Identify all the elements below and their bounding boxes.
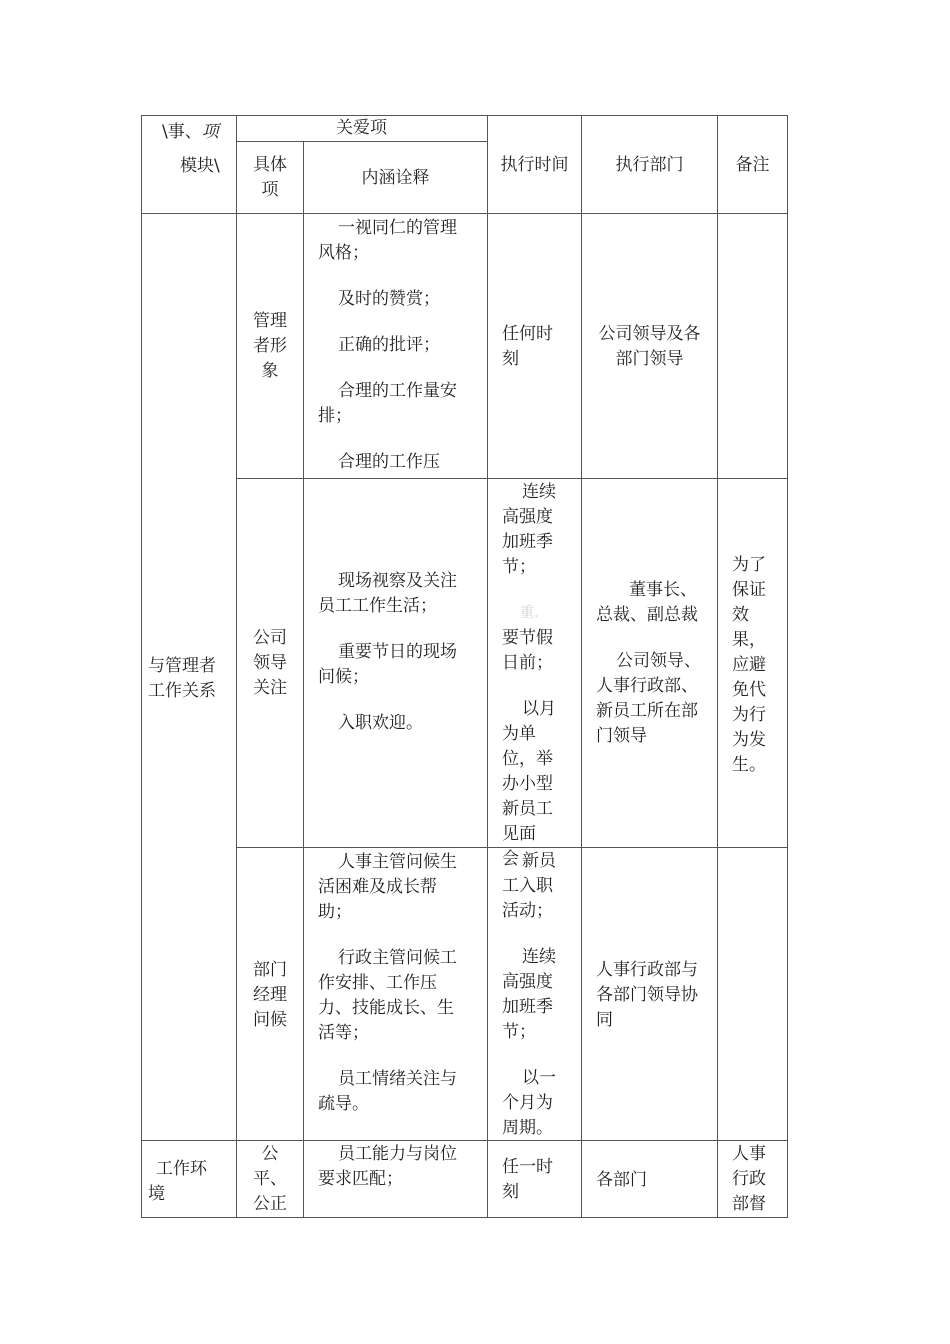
exec-dept-cell: 各部门 [596,1170,647,1190]
meaning-header: 内涵诠释 [361,168,430,188]
exec-dept-cell: 人事行政部与 各部门领导协 同 [596,960,698,1030]
table-border-left [141,115,142,1218]
specific-item-cell: 管理 者形 象 [253,311,287,381]
col-divider-5 [717,115,718,1218]
table-border-bottom [141,1217,788,1218]
specific-item-cell: 公司 领导 关注 [253,628,287,698]
col-divider-2 [303,141,304,1218]
col-divider-4 [581,115,582,1218]
specific-item-cell: 公 平、 公正 [253,1144,287,1214]
module-cell: 工作环 境 [148,1159,207,1204]
corner-header-bottom: 模块\ [180,156,220,176]
exec-dept-header: 执行部门 [615,155,684,175]
exec-time-header: 执行时间 [500,155,569,175]
exec-dept-cell: 董事长、 总裁、副总裁 公司领导、 人事行政部、 新员工所在部 门领导 [596,580,701,746]
exec-time-cell: 新员 工入职 活动； 连续 高强度 加班季 节； 以一 个月为 周期。 [502,851,556,1138]
meaning-cell: 现场视察及关注 员工工作生活； 重要节日的现场 问候； 入职欢迎。 [318,571,457,733]
exec-time-cell: 任一时 刻 [502,1157,553,1202]
meaning-cell: 员工能力与岗位 要求匹配； [318,1144,457,1189]
table-border-right [787,115,788,1218]
module-cell: 与管理者 工作关系 [148,656,216,701]
row-1-bottom-line [236,478,788,479]
care-item-divider [236,141,488,142]
meaning-cell: 人事主管问候生 活困难及成长帮 助； 行政主管问候工 作安排、工作压 力、技能成长、生 活等； 员工情绪关注与 疏导。 [318,852,457,1114]
meaning-cell: 一视同仁的管理 风格； 及时的赞赏； 正确的批评； 合理的工作量安 排； 合理的工作压 [318,218,457,472]
exec-dept-cell: 公司领导及各 部门领导 [598,324,701,369]
row-3-bottom-line [141,1140,788,1141]
care-item-header: 关爱项 [336,118,387,138]
notes-cell: 人事 行政 部督 [732,1144,766,1214]
col-divider-3 [487,115,488,1218]
exec-time-cell: 任何时 刻 [502,324,553,369]
notes-header: 备注 [735,155,770,175]
exec-time-cell: 连续 高强度 加班季 节； 重. 要节假 日前； 以月 为单 位，举 办小型 新员工 见面 会 [502,482,556,869]
corner-header-top: \事、项 [162,122,219,142]
notes-cell: 为了 保证 效 果， 应避 免代 为行 为发 生。 [732,555,766,775]
specific-item-cell: 部门 经理 问候 [253,960,287,1030]
header-bottom-line [141,213,788,214]
specific-item-header: 具体 项 [253,155,287,200]
